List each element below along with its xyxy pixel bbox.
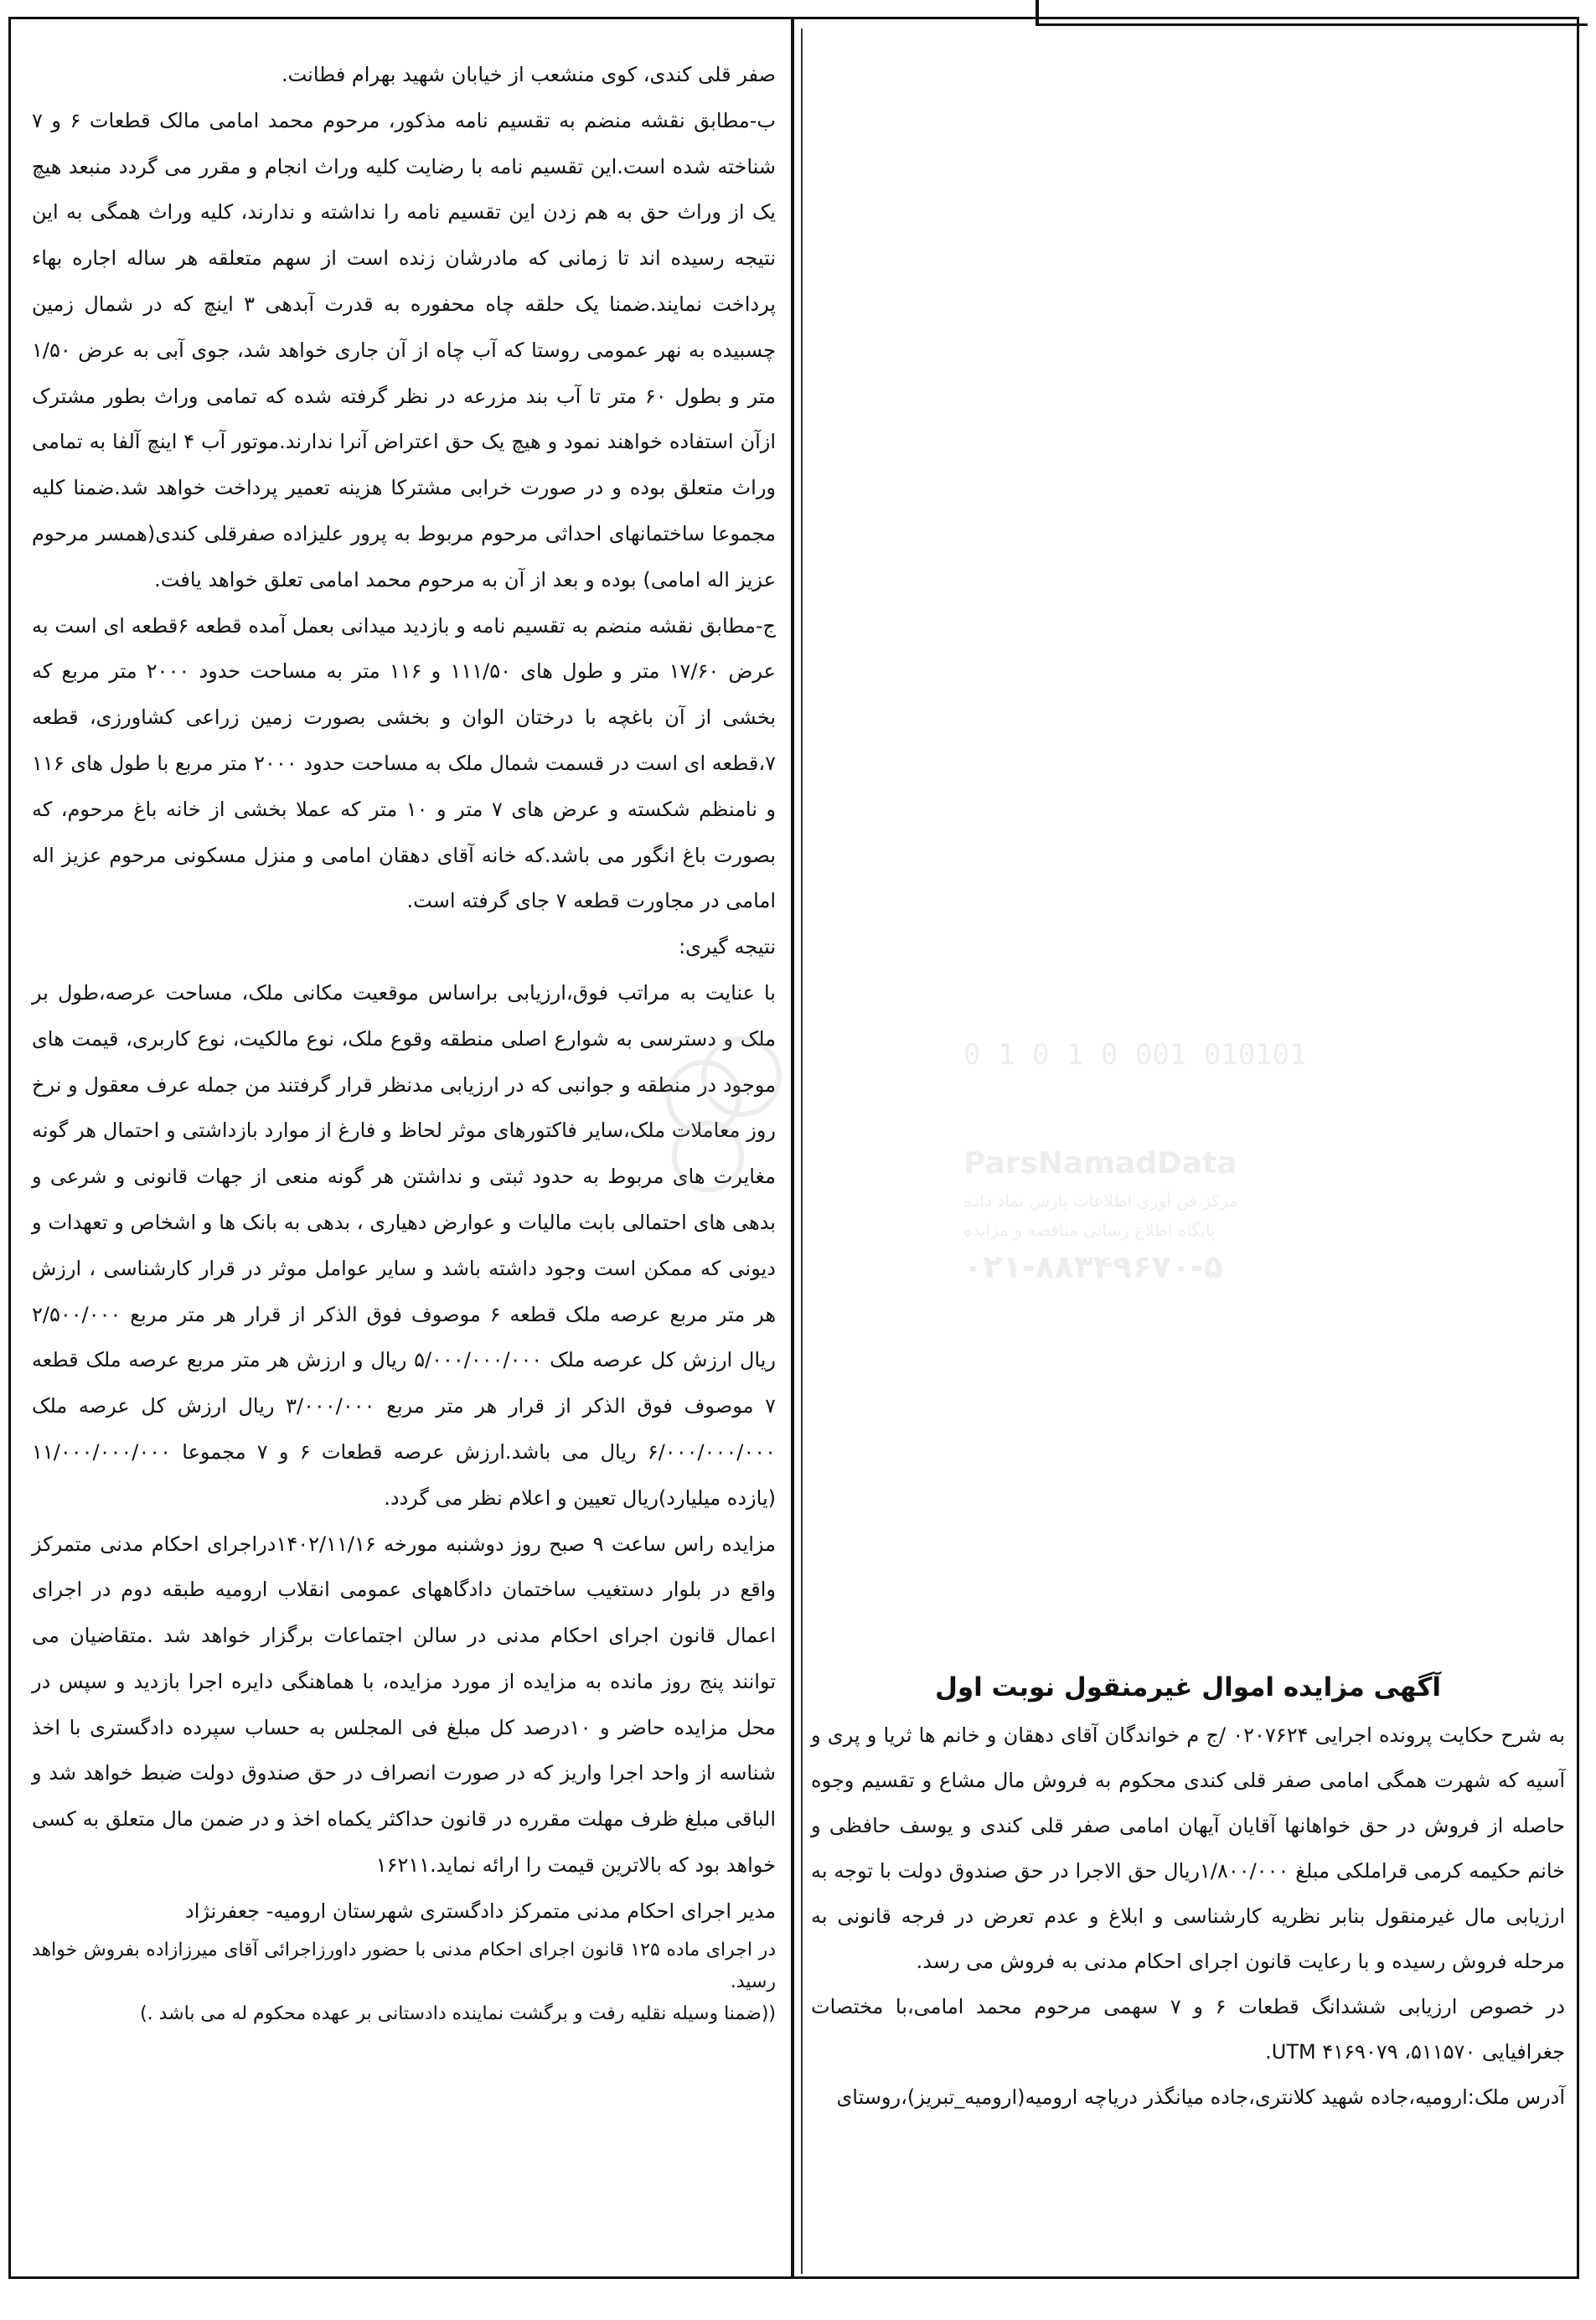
conclusion-heading: نتیجه گیری: (679, 935, 776, 959)
column-divider-inner (801, 28, 803, 2274)
conclusion-paragraph: با عنایت به مراتب فوق،ارزیابی براساس موقعیت مکانی ملک، مساحت عرصه،طول بر ملک و دسترسی به شوارع اصلی منطقه وقوع ملک، نوع مالکیت، نوع کاربری، قیمت های موجود در منطقه و جوانبی که در ارزیابی مدنظر قرار گرفتند من جمله عرف معقول و نرخ روز معاملات ملک،سایر فاکتورهای موثر لحاظ و فارغ از موارد بازداشتی و احتمال هر گونه مغایرت های مربوط به حدود ثبتی و نداشتن هر گونه منعی از جهات قانونی و شرعی و بدهی های احتمالی بابت مالیات و عوارض دهیاری ، بدهی به بانک ها و اشخاص و تعهدات و دیونی که ممکن است وجود داشته باشد و سایر عوامل موثر در قرار کارشناسی ، ارزش هر متر مربع عرصه ملک قطعه ۶ موصوف فوق الذکر از قرار هر متر مربع ۲/۵۰۰/۰۰۰ ریال ارزش کل عرصه ملک ۵/۰۰۰/۰۰۰/۰۰۰ ریال و ارزش هر متر مربع عرصه ملک قطعه ۷ موصوف فوق الذکر از قرار هر متر مربع ۳/۰۰۰/۰۰۰ ریال ارزش کل عرصه ملک ۶/۰۰۰/۰۰۰/۰۰۰ ریال می باشد.ارزش عرصه قطعات ۶ و ۷ مجموعا ۱۱/۰۰۰/۰۰۰/۰۰۰ (یازده میلیارد)ریال تعیین و اعلام نظر می گردد. (32, 980, 777, 1510)
watermark-line-2: پایگاه اطلاع رسانی مناقصه و مزایده (963, 1220, 1216, 1240)
notice-title: آگهی مزایده اموال غیرمنقول نوبت اول (934, 1672, 1442, 1703)
continuation-column (32, 52, 776, 2264)
notice-paragraph-1: به شرح حکایت پرونده اجرایی ۰۲۰۷۶۲۴ /ج م خواندگان آقای دهقان و خانم ها ثریا و پری و آسیه که شهرت همگی امامی صفر قلی کندی محکوم به فروش مال مشاع و تقسیم وجوه حاصله از فروش در حق خواهانها آقایان آیهان امامی صفر قلی کندی و یوسف حافظی و خانم حکیمه کرمی قراملکی مبلغ ۱/۸۰۰/۰۰۰ریال حق الاجرا در حق صندوق دولت با توجه به ارزیابی مال غیرمنقول بنابر نظریه کارشناسی و ابلاغ و عدم تعرض در فرجه قانونی به مرحله فروش رسیده و با رعایت قانون اجرای احکام مدنی به فروش می رسد. (811, 1723, 1565, 1973)
watermark-binary: 010101 001 0 1 0 1 0 (963, 1038, 1307, 1072)
watermark-brand: ParsNamadData (963, 1146, 1237, 1181)
notice-paragraph-3: آدرس ملک:ارومیه،جاده شهید کلانتری،جاده میانگذر دریاچه ارومیه(ارومیه_تبریز)،روستای (836, 2085, 1565, 2109)
notice-column (811, 1667, 1565, 2271)
notice-paragraph-2: در خصوص ارزیابی ششدانگ قطعات ۶ و ۷ سهمی مرحوم محمد امامی،با مختصات جغرافیایی ۵۱۱۵۷۰، ۴۱۶۹۰۷۹ UTM. (811, 1995, 1565, 2064)
footnote-line-1: در اجرای ماده ۱۲۵ قانون اجرای احکام مدنی با حضور داورزاجرائی آقای میرزازاده بفروش خواهد رسید. (32, 1939, 776, 1992)
column-divider (791, 17, 794, 2279)
continuation-paragraph-address: صفر قلی کندی، کوی منشعب از خیابان شهید بهرام فطانت. (281, 63, 776, 86)
auction-details-paragraph: مزایده راس ساعت ۹ صبح روز دوشنبه مورخه ۱۴۰۲/۱۱/۱۶دراجرای احکام مدنی متمرکز واقع در بلوار دستغیب ساختمان دادگاههای عمومی انقلاب ارومیه طبقه دوم در اجرای اعمال قانون اجرای احکام مدنی در سالن اجتماعات برگزار خواهد شد .متقاضیان می توانند پنج روز مانده به مزایده از مورد مزایده، با هماهنگی دایره اجرا بازدید و سپس در محل مزایده حاضر و ۱۰درصد کل مبلغ فی المجلس به حساب سپرده دادگستری با اخذ شناسه از واحد اجرا واریز که در صورت انصراف در حق صندوق دولت ضبط خواهد شد و الباقی مبلغ ظرف مهلت مقرره در قانون حداکثر یکماه اخذ و در ضمن مال متعلق به کسی خواهد بود که بالاترین قیمت را ارائه نماید.۱۶۲۱۱ (32, 1532, 777, 1878)
continuation-paragraph-c: ج-مطابق نقشه منضم به تقسیم نامه و بازدید میدانی بعمل آمده قطعه ۶قطعه ای است به عرض ۱۷/۶۰ متر و طول های ۱۱۱/۵۰ و ۱۱۶ متر به مساحت حدود ۲۰۰۰ متر مربع که بخشی از آن باغچه با درختان الوان و بخشی بصورت زمین زراعی کشاورزی، قطعه ۷،قطعه ای است در قسمت شمال ملک به مساحت حدود ۲۰۰۰ متر مربع با طول های ۱۱۶ و نامنظم شکسته و عرض های ۷ متر و ۱۰ متر که عملا بخشی از خانه باغ مرحوم، که بصورت باغ انگور می باشد.که خانه آقای دهقان امامی و منزل مسکونی مرحوم عزیز اله امامی در مجاورت قطعه ۷ جای گرفته است. (32, 613, 777, 913)
continuation-paragraph-b: ب-مطابق نقشه منضم به تقسیم نامه مذکور، مرحوم محمد امامی مالک قطعات ۶ و ۷ شناخته شده است.این تقسیم نامه با رضایت کلیه وراث انجام و مقرر می گردد منبعد هیچ یک از وراث حق به هم زدن این تقسیم نامه را نداشته و ندارند، کلیه وراث همگی به این نتیجه رسیده اند تا زمانی که مادرشان زنده است از سهم متعلقه هر ساله اجاره بهاء پرداخت نمایند.ضمنا یک حلقه چاه محفوره به قدرت آبدهی ۳ اینچ که در شمال زمین چسبیده به نهر عمومی روستا که آب چاه از آن جاری خواهد شد، جوی آبی به عرض ۱/۵۰ متر و بطول ۶۰ متر تا آب بند مزرعه در نظر گرفته شده که تمامی وراث بطور مشترک ازآن استفاده خواهند نمود و هیچ یک حق اعتراض آنرا ندارند.موتور آب ۴ اینچ آلفا به تمامی وراث متعلق بوده و در صورت خرابی مشترکا هزینه تعمیر پرداخت خواهد شد.ضمنا کلیه مجموعا ساختمانهای احداثی مرحوم مربوط به پرور علیزاده صفرقلی کندی(همسر مرحوم عزیز اله امامی) بوده و بعد از آن به مرحوم محمد امامی تعلق خواهد یافت. (32, 108, 776, 592)
watermark-phone: ۰۲۱-۸۸۳۴۹۶۷۰-۵ (963, 1248, 1223, 1285)
watermark-line-1: مرکز فن آوری اطلاعات پارس نماد داده (963, 1191, 1238, 1211)
footnote-line-2: ((ضمنا وسیله نقلیه رفت و برگشت نماینده دادستانی بر عهده محکوم له می باشد .) (140, 2002, 776, 2024)
signatory: مدیر اجرای احکام مدنی متمرکز دادگستری شهرستان ارومیه- جعفرنژاد (185, 1899, 776, 1923)
